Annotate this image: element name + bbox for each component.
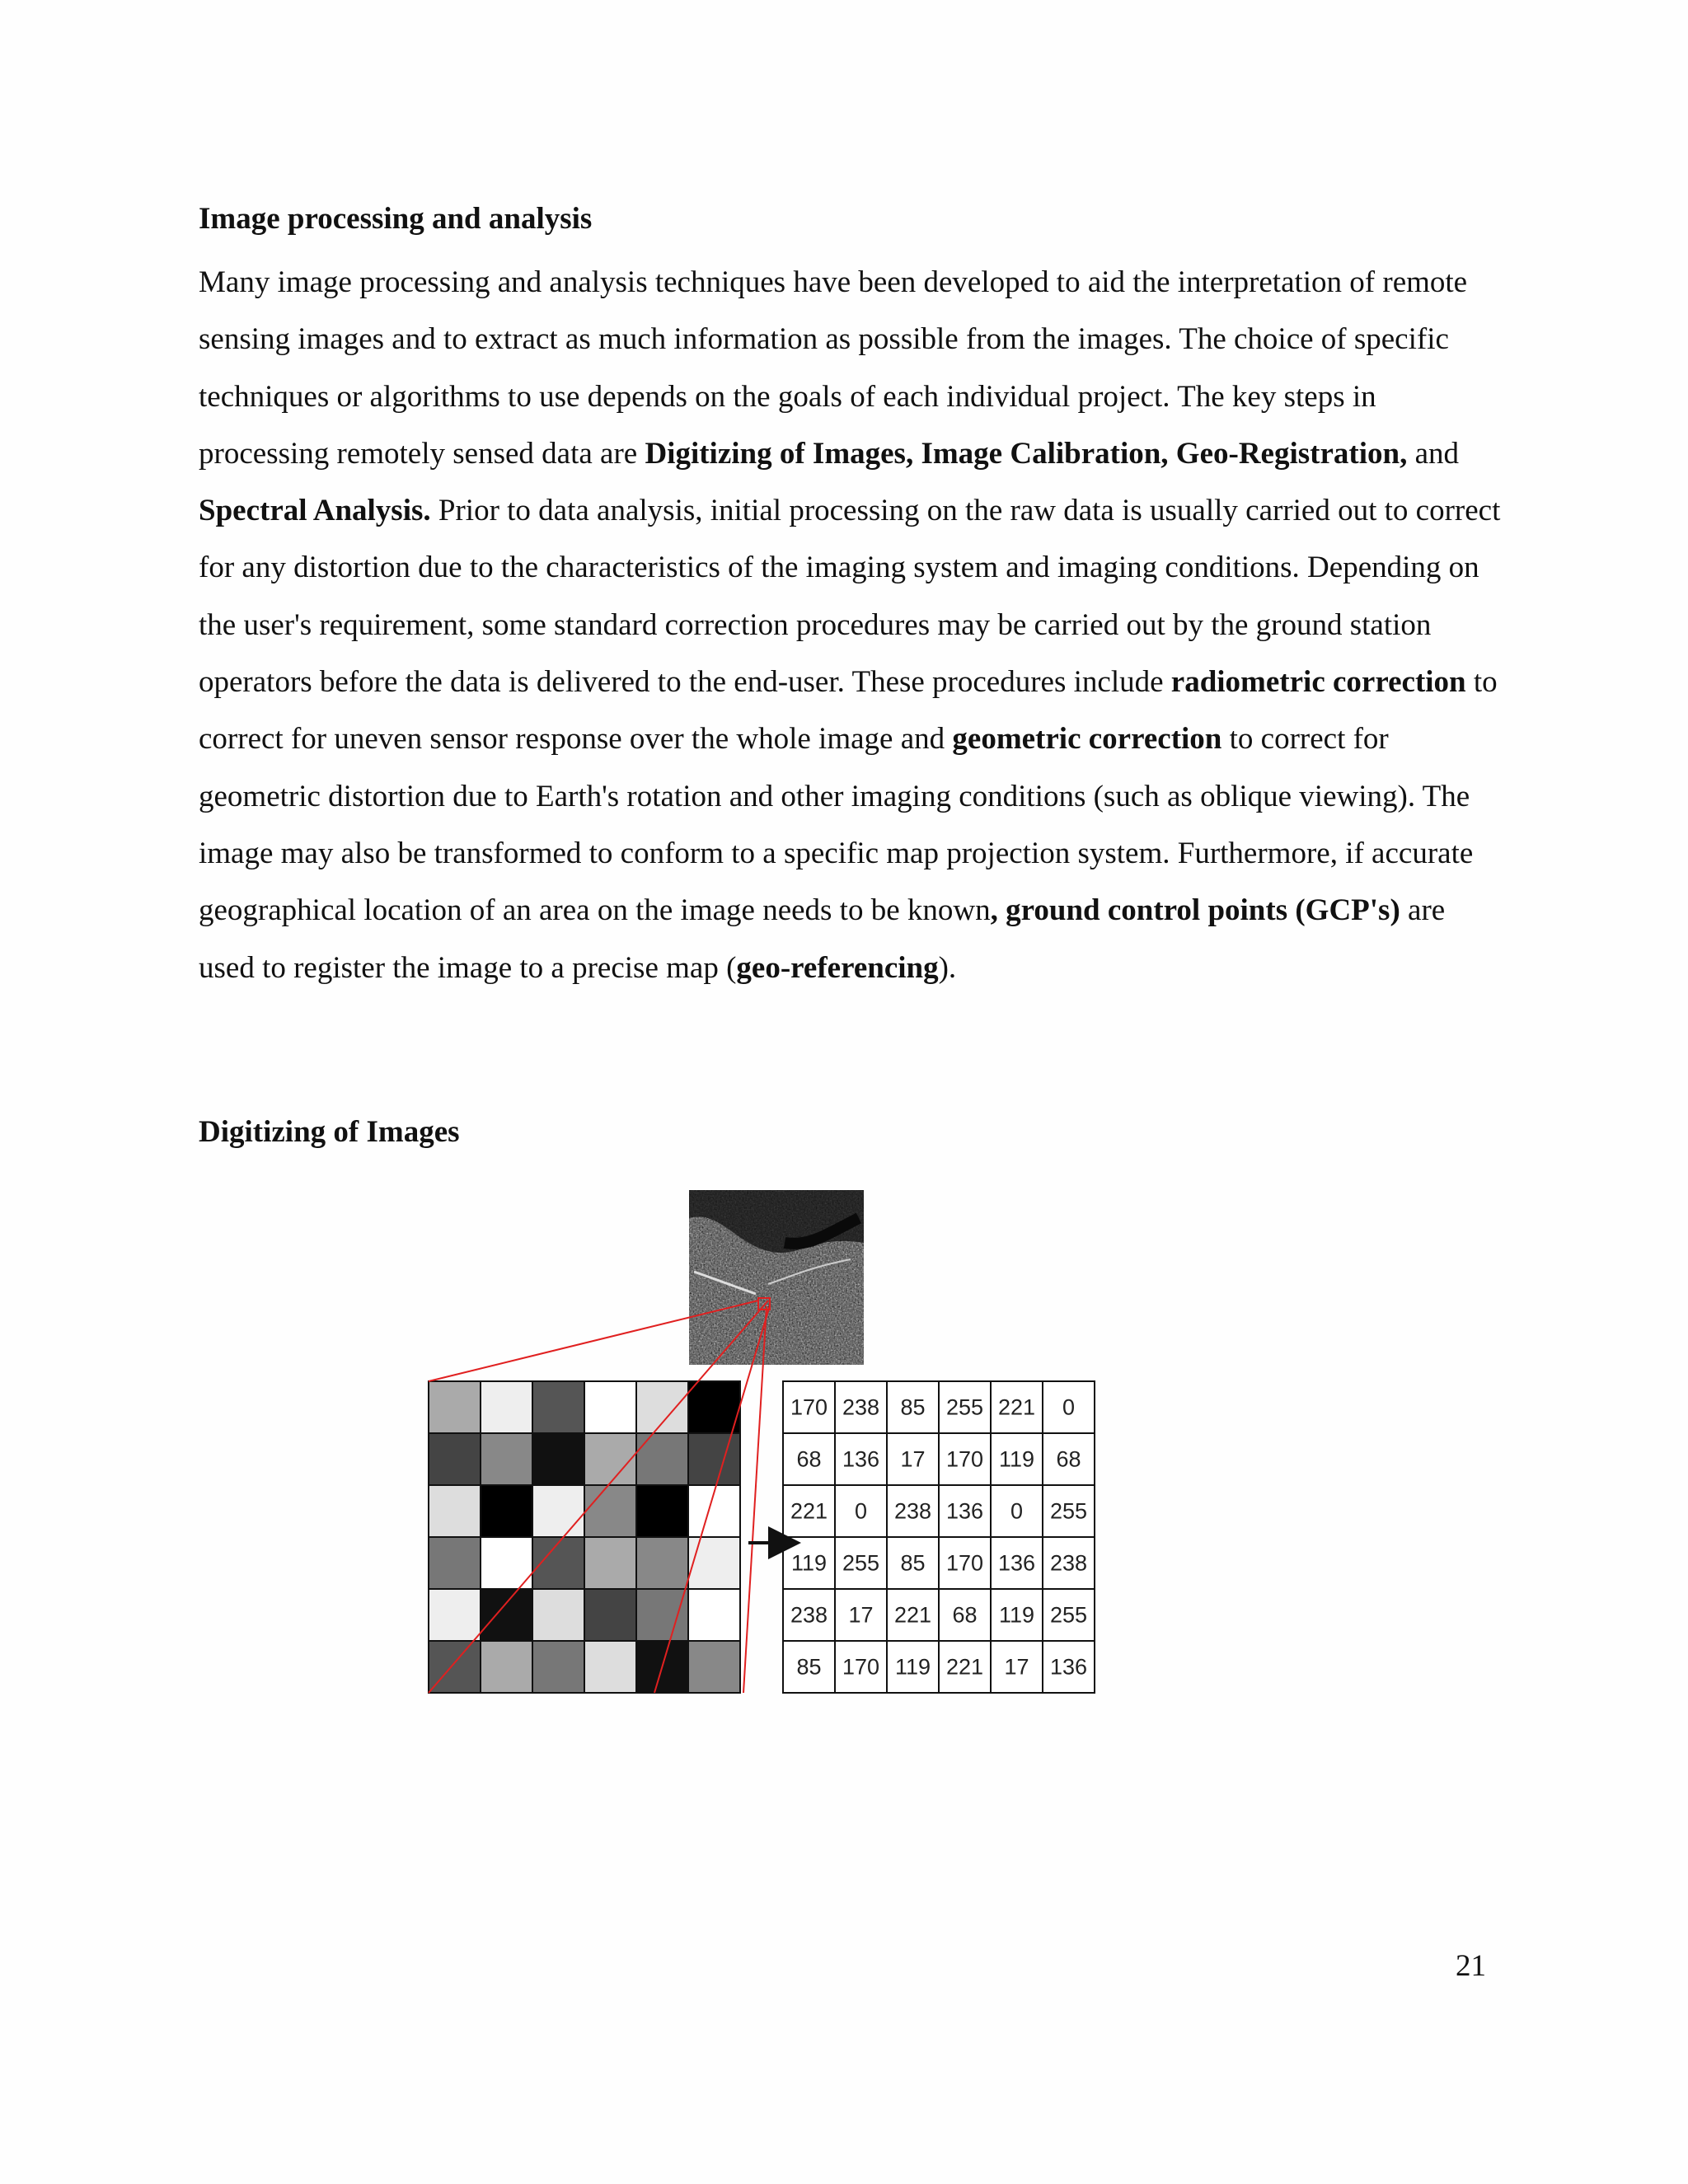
paragraph-text: are used to register the image to a precise map ( [199, 893, 1446, 985]
pixel-cell [532, 1485, 584, 1537]
pixel-cell [688, 1381, 740, 1433]
pixel-cell [429, 1381, 481, 1433]
pixel-value-label: 238 [893, 1498, 932, 1524]
pixel-value-label: 170 [945, 1446, 984, 1472]
pixel-cell [584, 1641, 636, 1693]
pixel-value-label: 170 [790, 1394, 828, 1420]
bold-term-geometric-correction: geometric correction [952, 722, 1222, 757]
pixel-value-label: 68 [952, 1602, 978, 1628]
pixel-value-table [783, 1381, 1095, 1693]
pixel-cell [688, 1641, 740, 1693]
pixel-value-label: 119 [998, 1446, 1035, 1472]
pixel-value-label: 238 [790, 1602, 828, 1628]
pixel-cell [481, 1485, 532, 1537]
digitizing-diagram [422, 1185, 1114, 1704]
pixel-value-label: 17 [1004, 1654, 1029, 1680]
pixel-value-label: 119 [998, 1602, 1035, 1628]
section-heading: Image processing and analysis [199, 202, 593, 236]
pixel-cell [532, 1589, 584, 1641]
pixel-cell [481, 1589, 532, 1641]
paragraph-text: and [1407, 436, 1460, 471]
pixel-value-label: 136 [842, 1446, 880, 1472]
paragraph-text: to correct for geometric distortion due to Earth's rotation and other imaging conditions (such as oblique viewing). The image may also be transformed to conform to a specific map projection system. Furthermore, if accurate geographical location of an area on the image needs to be known [199, 722, 1474, 928]
paragraph-text: ). [938, 950, 957, 985]
pixel-cell [481, 1381, 532, 1433]
bold-term-key-steps: Digitizing of Images, Image Calibration, Geo-Registration, [645, 436, 1408, 471]
pixel-value-label: 170 [945, 1550, 984, 1576]
pixel-value-label: 136 [997, 1550, 1036, 1576]
pixel-value-label: 119 [790, 1550, 828, 1576]
pixel-value-label: 255 [1049, 1498, 1088, 1524]
body-paragraph [199, 254, 1501, 996]
pixel-value-label: 0 [1062, 1394, 1076, 1420]
pixel-cell [636, 1433, 688, 1485]
pixel-cell [481, 1641, 532, 1693]
pixel-cell [429, 1589, 481, 1641]
pixel-cell [429, 1433, 481, 1485]
pixel-value-label: 17 [848, 1602, 874, 1628]
pixel-cell [688, 1433, 740, 1485]
pixel-cell [532, 1381, 584, 1433]
pixel-value-label: 221 [997, 1394, 1036, 1420]
pixel-cell [532, 1433, 584, 1485]
pixel-value-label: 238 [1049, 1550, 1088, 1576]
pixel-value-label: 17 [900, 1446, 926, 1472]
pixel-value-label: 85 [900, 1550, 926, 1576]
pixel-value-label: 238 [842, 1394, 880, 1420]
pixel-value-label: 136 [1049, 1654, 1088, 1680]
pixel-value-label: 221 [893, 1602, 932, 1628]
pixel-cell [584, 1485, 636, 1537]
pixel-value-label: 0 [854, 1498, 868, 1524]
pixel-cell [636, 1537, 688, 1589]
pixel-cell [429, 1485, 481, 1537]
pixel-cell [636, 1589, 688, 1641]
pixel-value-label: 85 [900, 1394, 926, 1420]
bold-term-radiometric-correction: radiometric correction [1170, 665, 1466, 700]
pixel-cell [429, 1537, 481, 1589]
pixel-cell [481, 1433, 532, 1485]
pixel-cell [688, 1537, 740, 1589]
pixel-value-label: 170 [842, 1654, 880, 1680]
paragraph-text: Prior to data analysis, initial processing on the raw data is usually carried out to correct for any distortion due to the characteristics of the imaging system and imaging conditions. Depending on the user's requirement, some standard correction procedures may be carried out by the ground station operators before the data is delivered to the end-user. These procedures include [199, 494, 1501, 700]
paragraph-text: Many image processing and analysis techniques have been developed to aid the interpretation of remote sensing images and to extract as much information as possible from the images. The choice of specific techniques or algorithms to use depends on the goals of each individual project. The key steps in processing remotely sensed data are [199, 265, 1468, 471]
pixel-value-label: 255 [1049, 1602, 1088, 1628]
pixel-cell [636, 1485, 688, 1537]
pixel-value-label: 136 [945, 1498, 984, 1524]
bold-term-gcps: , ground control points (GCP's) [990, 893, 1400, 928]
pixel-cell [584, 1433, 636, 1485]
grayscale-pixel-grid [429, 1381, 740, 1693]
bold-term-geo-referencing: geo-referencing [736, 950, 939, 985]
pixel-value-label: 85 [796, 1654, 822, 1680]
pixel-cell [584, 1537, 636, 1589]
satellite-thumbnail [689, 1190, 864, 1365]
pixel-value-label: 0 [1010, 1498, 1024, 1524]
pixel-value-label: 68 [796, 1446, 822, 1472]
pixel-cell [688, 1589, 740, 1641]
pixel-value-label: 221 [790, 1498, 828, 1524]
page-number: 21 [1456, 1949, 1486, 1983]
pixel-value-label: 255 [842, 1550, 880, 1576]
pixel-cell [532, 1641, 584, 1693]
pixel-value-label: 255 [945, 1394, 984, 1420]
subsection-heading: Digitizing of Images [199, 1115, 460, 1149]
digitizing-figure [422, 1185, 1114, 1704]
pixel-value-label: 221 [945, 1654, 984, 1680]
pixel-cell [584, 1381, 636, 1433]
paragraph-text: to correct for uneven sensor response over the whole image and [199, 665, 1498, 757]
pixel-value-label: 119 [894, 1654, 931, 1680]
bold-term-spectral-analysis: Spectral Analysis. [199, 494, 431, 528]
pixel-cell [584, 1589, 636, 1641]
pixel-cell [636, 1381, 688, 1433]
pixel-value-label: 68 [1056, 1446, 1081, 1472]
